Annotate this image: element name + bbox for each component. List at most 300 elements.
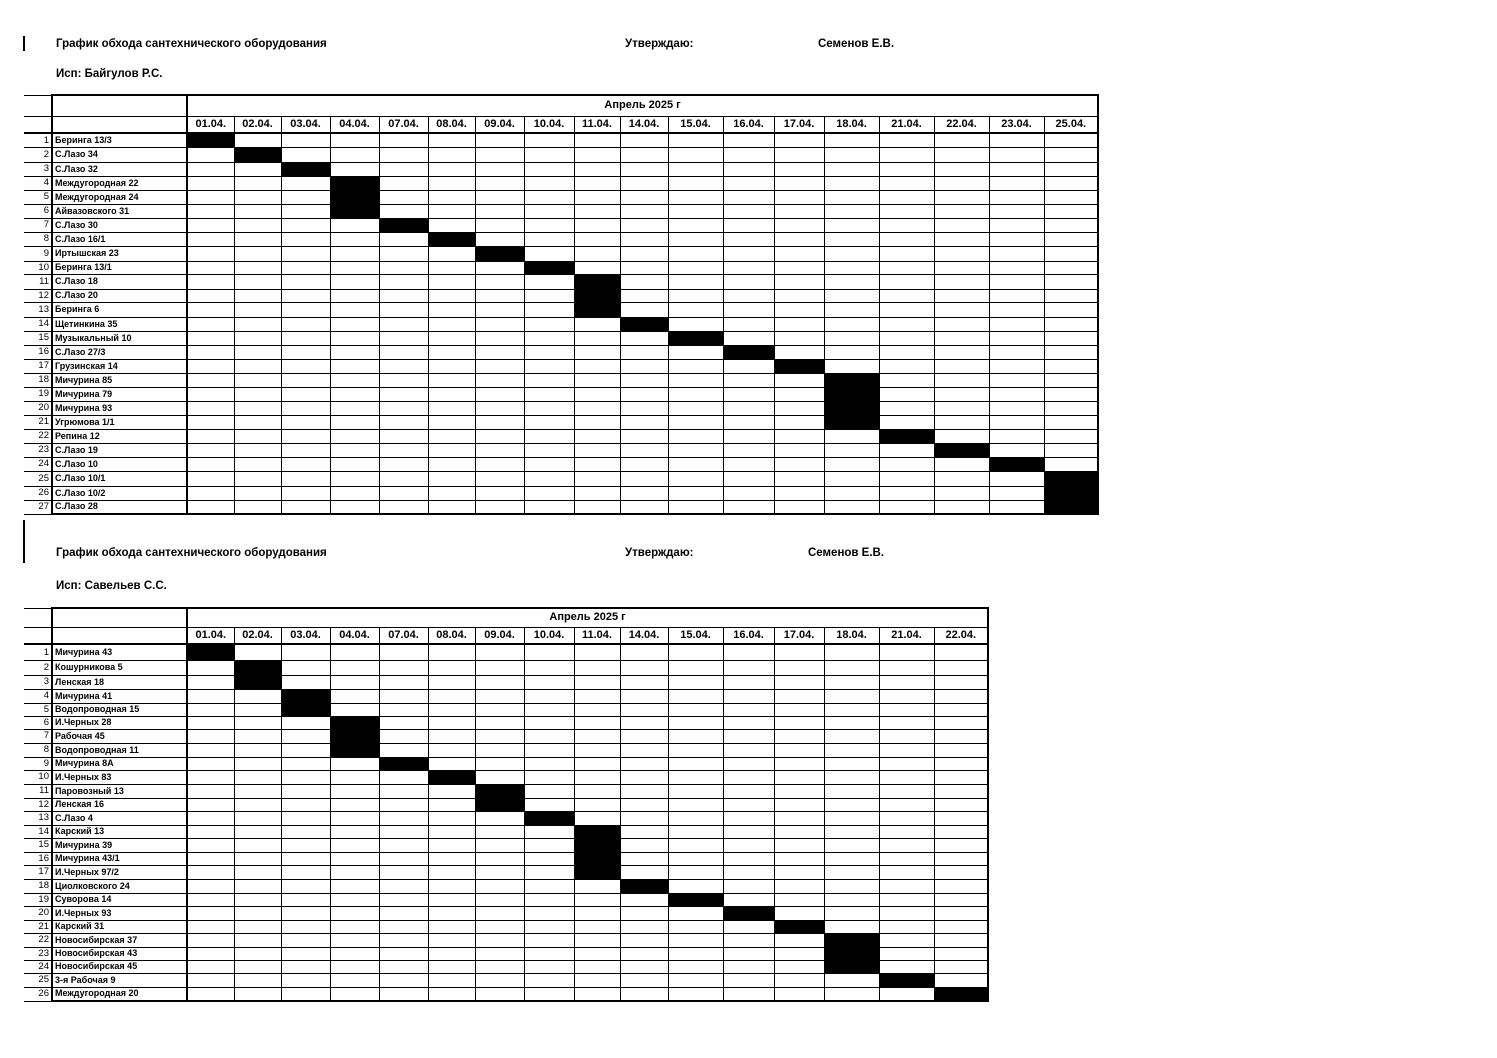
schedule-cell <box>330 893 379 906</box>
schedule-cell <box>824 331 879 345</box>
schedule-cell <box>379 920 428 933</box>
schedule-cell <box>620 784 668 798</box>
schedule-cell <box>668 133 723 147</box>
schedule-cell <box>524 920 574 933</box>
corner-cell <box>24 95 52 116</box>
schedule-cell <box>879 162 934 176</box>
schedule-cell <box>879 246 934 261</box>
schedule-cell <box>574 960 620 973</box>
table-row <box>24 743 988 757</box>
date-header: 09.04. <box>475 627 524 644</box>
schedule-cell <box>620 675 668 689</box>
address-cell: Междугородная 22 <box>52 176 187 190</box>
scheduled-visit-cell <box>723 906 774 920</box>
table-row <box>24 852 988 865</box>
schedule-cell <box>379 133 428 147</box>
schedule-cell <box>774 401 824 415</box>
schedule-cell <box>620 973 668 987</box>
schedule-cell <box>379 798 428 811</box>
schedule-cell <box>824 500 879 514</box>
schedule-cell <box>524 879 574 893</box>
scheduled-visit-cell <box>824 947 879 960</box>
schedule-cell <box>824 784 879 798</box>
schedule-cell <box>234 825 281 838</box>
schedule-cell <box>934 486 989 500</box>
schedule-cell <box>379 317 428 331</box>
schedule-cell <box>187 703 234 716</box>
table-row <box>24 162 1098 176</box>
schedule-cell <box>475 176 524 190</box>
schedule-cell <box>723 133 774 147</box>
schedule-cell <box>934 947 988 960</box>
scheduled-visit-cell <box>330 190 379 204</box>
table-row <box>24 960 988 973</box>
schedule-cell <box>1044 302 1098 317</box>
schedule-cell <box>428 373 475 387</box>
schedule-cell <box>234 947 281 960</box>
table-row <box>24 906 988 920</box>
margin-mark-top <box>23 36 25 51</box>
schedule-cell <box>824 274 879 289</box>
schedule-cell <box>330 345 379 359</box>
schedule-cell <box>428 345 475 359</box>
schedule-cell <box>824 729 879 743</box>
schedule-cell <box>330 906 379 920</box>
address-cell: Карский 31 <box>52 920 187 933</box>
schedule-cell <box>187 415 234 429</box>
schedule-cell <box>379 879 428 893</box>
month-header: Апрель 2025 г <box>187 95 1098 116</box>
address-cell: Музыкальный 10 <box>52 331 187 345</box>
schedule-cell <box>475 373 524 387</box>
schedule-cell <box>774 246 824 261</box>
address-cell: Мичурина 85 <box>52 373 187 387</box>
schedule-cell <box>379 660 428 675</box>
schedule-cell <box>620 852 668 865</box>
scheduled-visit-cell <box>824 373 879 387</box>
table-row <box>24 232 1098 246</box>
schedule-cell <box>879 302 934 317</box>
scheduled-visit-cell <box>330 729 379 743</box>
schedule-cell <box>574 331 620 345</box>
schedule-cell <box>774 960 824 973</box>
schedule-cell <box>723 317 774 331</box>
table-row <box>24 689 988 703</box>
schedule-cell <box>187 500 234 514</box>
row-number: 21 <box>24 920 52 933</box>
row-number: 19 <box>24 387 52 401</box>
schedule-cell <box>1044 415 1098 429</box>
schedule-cell <box>475 865 524 879</box>
schedule-cell <box>824 289 879 302</box>
schedule-cell <box>824 852 879 865</box>
schedule-cell <box>281 811 330 825</box>
schedule-cell <box>524 987 574 1001</box>
scheduled-visit-cell <box>574 825 620 838</box>
scheduled-visit-cell <box>234 660 281 675</box>
schedule-cell <box>1044 289 1098 302</box>
address-cell: С.Лазо 28 <box>52 500 187 514</box>
schedule-cell <box>774 798 824 811</box>
schedule-cell <box>668 373 723 387</box>
schedule-cell <box>234 811 281 825</box>
schedule-cell <box>774 387 824 401</box>
schedule-cell <box>524 401 574 415</box>
schedule-cell <box>620 757 668 770</box>
schedule-cell <box>574 920 620 933</box>
schedule-cell <box>187 825 234 838</box>
address-cell: Суворова 14 <box>52 893 187 906</box>
schedule-cell <box>774 865 824 879</box>
schedule-cell <box>934 331 989 345</box>
schedule-cell <box>187 865 234 879</box>
schedule-cell <box>330 471 379 486</box>
schedule-cell <box>774 838 824 852</box>
schedule-cell <box>934 401 989 415</box>
schedule-cell <box>824 232 879 246</box>
address-cell: Новосибирская 43 <box>52 947 187 960</box>
date-header: 18.04. <box>824 116 879 133</box>
schedule-cell <box>1044 204 1098 218</box>
schedule-cell <box>281 893 330 906</box>
schedule-cell <box>620 133 668 147</box>
schedule-cell <box>668 852 723 865</box>
schedule-cell <box>428 879 475 893</box>
schedule-cell <box>281 274 330 289</box>
schedule-cell <box>620 947 668 960</box>
scheduled-visit-cell <box>475 784 524 798</box>
schedule-cell <box>620 500 668 514</box>
schedule-cell <box>620 987 668 1001</box>
schedule-cell <box>330 770 379 784</box>
schedule-cell <box>934 147 989 162</box>
schedule-cell <box>187 798 234 811</box>
schedule-cell <box>879 443 934 457</box>
row-number: 14 <box>24 317 52 331</box>
schedule-cell <box>879 960 934 973</box>
schedule-cell <box>574 644 620 660</box>
schedule-cell <box>824 204 879 218</box>
schedule-cell <box>620 204 668 218</box>
schedule-cell <box>330 331 379 345</box>
date-header: 09.04. <box>475 116 524 133</box>
schedule-cell <box>428 471 475 486</box>
schedule-cell <box>524 743 574 757</box>
schedule-cell <box>620 960 668 973</box>
schedule-cell <box>281 644 330 660</box>
schedule-cell <box>187 345 234 359</box>
row-number: 16 <box>24 852 52 865</box>
schedule-cell <box>330 302 379 317</box>
schedule-cell <box>989 147 1044 162</box>
schedule-cell <box>234 246 281 261</box>
schedule-cell <box>774 302 824 317</box>
schedule-cell <box>879 147 934 162</box>
schedule-cell <box>234 644 281 660</box>
schedule-cell <box>281 798 330 811</box>
row-number: 13 <box>24 302 52 317</box>
schedule-cell <box>187 770 234 784</box>
schedule-cell <box>281 471 330 486</box>
schedule-cell <box>281 729 330 743</box>
schedule-cell <box>475 716 524 729</box>
table-row <box>24 703 988 716</box>
schedule-cell <box>475 401 524 415</box>
schedule-cell <box>1044 133 1098 147</box>
schedule-cell <box>234 906 281 920</box>
schedule-cell <box>668 261 723 274</box>
row-number: 8 <box>24 232 52 246</box>
schedule-cell <box>934 274 989 289</box>
schedule-cell <box>668 811 723 825</box>
schedule-cell <box>524 443 574 457</box>
schedule-cell <box>475 317 524 331</box>
schedule-cell <box>879 825 934 838</box>
table-row <box>24 204 1098 218</box>
schedule-cell <box>234 784 281 798</box>
schedule-cell <box>774 743 824 757</box>
schedule-cell <box>620 770 668 784</box>
schedule-cell <box>723 429 774 443</box>
schedule-cell <box>668 770 723 784</box>
schedule-cell <box>934 457 989 471</box>
schedule-cell <box>281 865 330 879</box>
scheduled-visit-cell <box>934 987 988 1001</box>
schedule-cell <box>668 933 723 947</box>
schedule-cell <box>574 716 620 729</box>
address-cell: С.Лазо 4 <box>52 811 187 825</box>
schedule-cell <box>330 784 379 798</box>
schedule-cell <box>879 716 934 729</box>
schedule-cell <box>723 401 774 415</box>
schedule-cell <box>330 429 379 443</box>
schedule-cell <box>824 261 879 274</box>
schedule-cell <box>524 675 574 689</box>
schedule-cell <box>234 933 281 947</box>
table-row <box>24 675 988 689</box>
schedule-cell <box>281 415 330 429</box>
schedule-cell <box>330 865 379 879</box>
schedule-cell <box>1044 387 1098 401</box>
schedule-cell <box>428 960 475 973</box>
schedule-cell <box>668 879 723 893</box>
schedule-cell <box>475 933 524 947</box>
schedule-cell <box>824 218 879 232</box>
table-row <box>24 784 988 798</box>
row-number: 23 <box>24 947 52 960</box>
schedule-cell <box>989 190 1044 204</box>
schedule-cell <box>620 387 668 401</box>
schedule-cell <box>281 973 330 987</box>
schedule-cell <box>574 933 620 947</box>
schedule-cell <box>774 689 824 703</box>
schedule-cell <box>475 757 524 770</box>
schedule-cell <box>824 302 879 317</box>
schedule-cell <box>934 261 989 274</box>
schedule-cell <box>1044 147 1098 162</box>
table-row <box>24 261 1098 274</box>
schedule-cell <box>989 317 1044 331</box>
schedule-cell <box>774 415 824 429</box>
schedule-cell <box>723 865 774 879</box>
schedule-cell <box>234 973 281 987</box>
row-number: 6 <box>24 204 52 218</box>
schedule-cell <box>379 443 428 457</box>
schedule-cell <box>934 133 989 147</box>
table-row <box>24 825 988 838</box>
schedule-cell <box>824 770 879 784</box>
scheduled-visit-cell <box>524 811 574 825</box>
schedule-cell <box>524 232 574 246</box>
schedule-cell <box>187 933 234 947</box>
schedule-cell <box>475 218 524 232</box>
scheduled-visit-cell <box>330 743 379 757</box>
schedule-cell <box>379 644 428 660</box>
schedule-cell <box>187 973 234 987</box>
schedule-cell <box>989 162 1044 176</box>
schedule-cell <box>620 838 668 852</box>
schedule-cell <box>620 289 668 302</box>
schedule-cell <box>620 933 668 947</box>
schedule-cell <box>723 261 774 274</box>
schedule-cell <box>330 246 379 261</box>
schedule-cell <box>428 204 475 218</box>
schedule-cell <box>234 798 281 811</box>
schedule-cell <box>428 176 475 190</box>
scheduled-visit-cell <box>379 757 428 770</box>
schedule-cell <box>620 825 668 838</box>
schedule-cell <box>934 933 988 947</box>
schedule-cell <box>234 920 281 933</box>
schedule-cell <box>879 757 934 770</box>
schedule-cell <box>989 289 1044 302</box>
address-cell: Циолковского 24 <box>52 879 187 893</box>
schedule-cell <box>668 743 723 757</box>
schedule-cell <box>524 825 574 838</box>
schedule-cell <box>379 429 428 443</box>
schedule-cell <box>879 729 934 743</box>
schedule-cell <box>668 415 723 429</box>
schedule-cell <box>668 703 723 716</box>
schedule-cell <box>879 920 934 933</box>
schedule-cell <box>281 879 330 893</box>
schedule-cell <box>574 429 620 443</box>
schedule-cell <box>934 770 988 784</box>
schedule-cell <box>1044 190 1098 204</box>
schedule-cell <box>574 457 620 471</box>
schedule1-table <box>24 94 1099 515</box>
address-cell: Кошурникова 5 <box>52 660 187 675</box>
row-number: 24 <box>24 960 52 973</box>
schedule-cell <box>475 162 524 176</box>
address-cell: Мичурина 41 <box>52 689 187 703</box>
schedule-cell <box>934 232 989 246</box>
schedule-cell <box>187 429 234 443</box>
schedule-cell <box>379 933 428 947</box>
table-row <box>24 401 1098 415</box>
schedule-cell <box>574 373 620 387</box>
schedule-cell <box>234 401 281 415</box>
schedule-cell <box>187 838 234 852</box>
schedule-cell <box>281 133 330 147</box>
address-cell: С.Лазо 10 <box>52 457 187 471</box>
schedule-cell <box>524 204 574 218</box>
schedule-cell <box>281 987 330 1001</box>
schedule-cell <box>187 359 234 373</box>
schedule-cell <box>989 486 1044 500</box>
schedule-cell <box>428 500 475 514</box>
schedule-cell <box>330 232 379 246</box>
date-header: 16.04. <box>723 116 774 133</box>
schedule-cell <box>574 415 620 429</box>
schedule-cell <box>934 317 989 331</box>
schedule-cell <box>379 204 428 218</box>
row-number: 6 <box>24 716 52 729</box>
schedule-cell <box>379 906 428 920</box>
scheduled-visit-cell <box>330 204 379 218</box>
schedule-cell <box>879 906 934 920</box>
schedule-cell <box>330 660 379 675</box>
address-cell: И.Черных 93 <box>52 906 187 920</box>
schedule-cell <box>524 373 574 387</box>
schedule-cell <box>234 729 281 743</box>
schedule-cell <box>774 906 824 920</box>
schedule-cell <box>934 675 988 689</box>
schedule-cell <box>475 261 524 274</box>
schedule-cell <box>187 811 234 825</box>
schedule-cell <box>774 947 824 960</box>
scheduled-visit-cell <box>668 331 723 345</box>
schedule-cell <box>668 960 723 973</box>
schedule-cell <box>934 246 989 261</box>
schedule-cell <box>187 689 234 703</box>
address-cell: С.Лазо 20 <box>52 289 187 302</box>
table-row <box>24 443 1098 457</box>
schedule-cell <box>879 190 934 204</box>
table-row <box>24 176 1098 190</box>
schedule-cell <box>879 879 934 893</box>
schedule-cell <box>934 920 988 933</box>
address-cell: С.Лазо 10/1 <box>52 471 187 486</box>
schedule-cell <box>524 865 574 879</box>
scheduled-visit-cell <box>668 893 723 906</box>
schedule-cell <box>379 784 428 798</box>
table-row <box>24 973 988 987</box>
schedule-cell <box>1044 274 1098 289</box>
schedule-cell <box>620 261 668 274</box>
schedule-cell <box>187 729 234 743</box>
schedule-cell <box>281 716 330 729</box>
schedule-cell <box>234 261 281 274</box>
scheduled-visit-cell <box>824 401 879 415</box>
schedule-cell <box>824 660 879 675</box>
schedule-cell <box>989 133 1044 147</box>
schedule-cell <box>824 811 879 825</box>
table-row <box>24 457 1098 471</box>
schedule-cell <box>934 176 989 190</box>
date-header: 14.04. <box>620 627 668 644</box>
schedule-cell <box>524 471 574 486</box>
schedule-cell <box>524 317 574 331</box>
schedule-cell <box>281 218 330 232</box>
schedule-cell <box>668 274 723 289</box>
schedule-cell <box>723 147 774 162</box>
schedule-cell <box>668 289 723 302</box>
schedule-cell <box>879 811 934 825</box>
schedule-cell <box>934 415 989 429</box>
schedule-cell <box>668 825 723 838</box>
schedule-cell <box>723 373 774 387</box>
